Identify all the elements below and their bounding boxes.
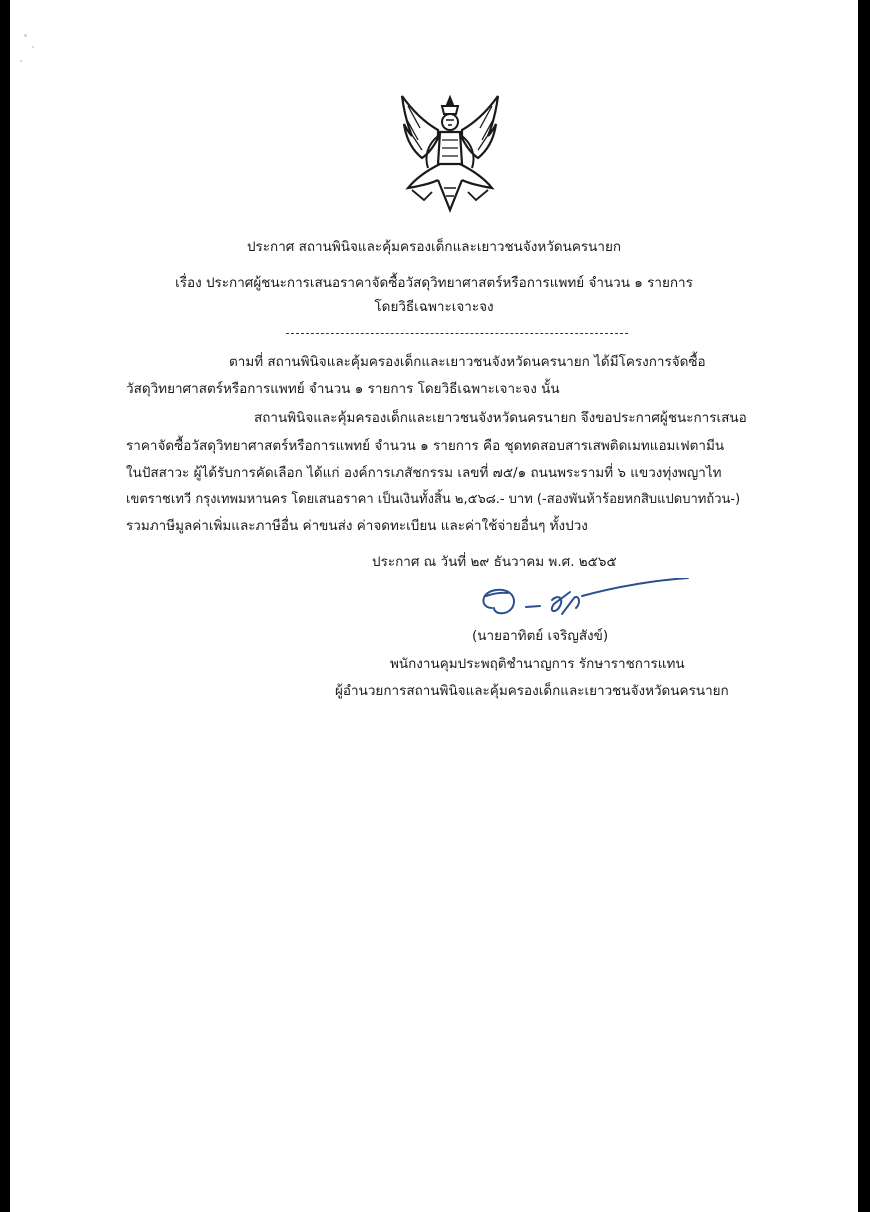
dashed-divider [286, 333, 628, 334]
paragraph-2-line: ในปัสสาวะ ผู้ได้รับการคัดเลือก ได้แก่ องค์การเภสัชกรรม เลขที่ ๗๕/๑ ถนนพระรามที่ ๖ แขวงทุ่งพญาไท [126, 465, 722, 481]
garuda-emblem-icon [398, 92, 502, 216]
paragraph-2-line: ราคาจัดซื้อวัสดุวิทยาศาสตร์หรือการแพทย์ จำนวน ๑ รายการ คือ ชุดทดสอบสารเสพติดเมทแอมเฟตามีน [126, 438, 725, 454]
announcement-date: ประกาศ ณ วันที่ ๒๙ ธันวาคม พ.ศ. ๒๕๖๕ [372, 554, 617, 570]
signer-position: พนักงานคุมประพฤติชำนาญการ รักษาราชการแทน [390, 656, 685, 672]
paragraph-1-line: วัสดุวิทยาศาสตร์หรือการแพทย์ จำนวน ๑ รายการ โดยวิธีเฉพาะเจาะจง นั้น [126, 381, 560, 397]
scan-speck [20, 60, 22, 62]
paragraph-2-line: รวมภาษีมูลค่าเพิ่มและภาษีอื่น ค่าขนส่ง ค่าจดทะเบียน และค่าใช้จ่ายอื่นๆ ทั้งปวง [126, 518, 588, 534]
subject-line: เรื่อง ประกาศผู้ชนะการเสนอราคาจัดซื้อวัสดุวิทยาศาสตร์หรือการแพทย์ จำนวน ๑ รายการ [175, 275, 693, 291]
paragraph-1-line: ตามที่ สถานพินิจและคุ้มครองเด็กและเยาวชนจังหวัดนครนายก ได้มีโครงการจัดซื้อ [229, 354, 706, 370]
signer-name: (นายอาทิตย์ เจริญสังข์) [472, 628, 609, 644]
signer-title: ผู้อำนวยการสถานพินิจและคุ้มครองเด็กและเยาวชนจังหวัดนครนายก [335, 683, 729, 699]
scan-speck [24, 34, 27, 37]
subject-method: โดยวิธีเฉพาะเจาะจง [374, 299, 494, 315]
scan-speck [32, 46, 34, 48]
announcement-title: ประกาศ สถานพินิจและคุ้มครองเด็กและเยาวชนจังหวัดนครนายก [246, 239, 622, 255]
paragraph-2-line: สถานพินิจและคุ้มครองเด็กและเยาวชนจังหวัดนครนายก จึงขอประกาศผู้ชนะการเสนอ [254, 410, 747, 426]
document-page [10, 0, 858, 1212]
signature-mark [478, 578, 690, 624]
paragraph-2-line: เขตราชเทวี กรุงเทพมหานคร โดยเสนอราคา เป็นเงินทั้งสิ้น ๒,๕๖๘.- บาท (-สองพันห้าร้อยหกสิบแปดบาทถ้วน-) [126, 492, 741, 507]
